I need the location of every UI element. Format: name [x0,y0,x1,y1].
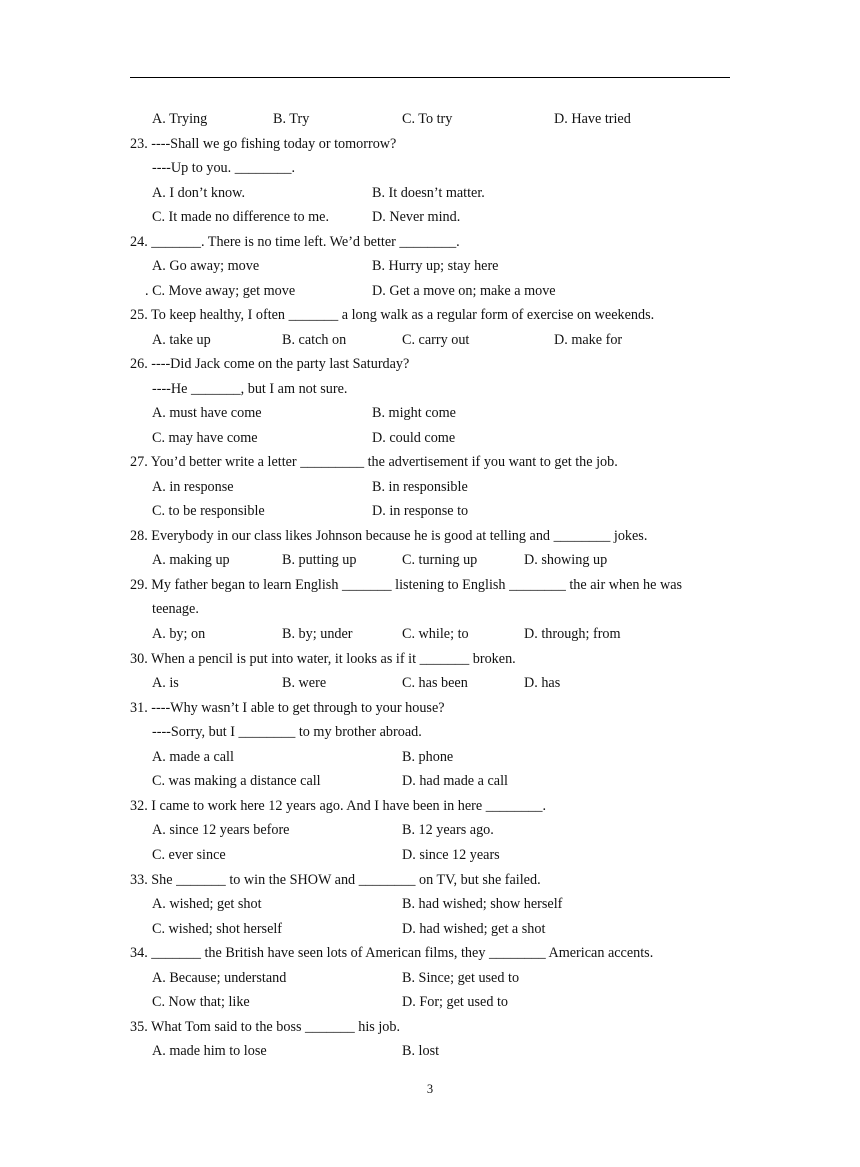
option-text: C. To try [402,111,453,127]
option-text: C. It made no difference to me. [152,209,330,225]
option-text: C. carry out [402,332,470,348]
option-text: A. Trying [152,111,208,127]
question-stem: 24. _______. There is no time left. We’d better ________. [130,234,460,250]
question-stem: 32. I came to work here 12 years ago. And I have been in here ________. [130,798,547,814]
option-text: D. Have tried [554,111,631,127]
option-text: C. turning up [402,552,478,568]
option-text: B. putting up [282,552,357,568]
option-text: D. through; from [524,626,621,642]
option-text: C. has been [402,675,468,691]
question-stem: 35. What Tom said to the boss _______ his job. [130,1019,401,1035]
option-text: B. It doesn’t matter. [372,185,485,201]
option-text: A. is [152,675,179,691]
option-text: A. by; on [152,626,206,642]
option-text: D. has [524,675,561,691]
option-text: C. Now that; like [152,994,250,1010]
option-text: A. take up [152,332,211,348]
option-text: D. Never mind. [372,209,461,225]
option-text: B. by; under [282,626,353,642]
option-text: B. 12 years ago. [402,822,494,838]
option-text: A. made him to lose [152,1043,267,1059]
option-text: D. Get a move on; make a move [372,283,556,299]
option-text: C. ever since [152,847,226,863]
option-text: B. catch on [282,332,347,348]
option-text: A. made a call [152,749,234,765]
page-number: 3 [426,1082,434,1096]
option-text: D. could come [372,430,456,446]
option-text: C. wished; shot herself [152,921,283,937]
option-text: D. had wished; get a shot [402,921,546,937]
option-text: D. had made a call [402,773,508,789]
question-stem: 23. ----Shall we go fishing today or tomorrow? [130,136,397,152]
question-stem: 30. When a pencil is put into water, it looks as if it _______ broken. [130,651,516,667]
option-text: C. to be responsible [152,503,265,519]
question-stem: ----Up to you. ________. [152,160,296,176]
option-text: C. may have come [152,430,258,446]
question-stem: 34. _______ the British have seen lots of American films, they ________ American accents. [130,945,654,961]
option-text: A. making up [152,552,230,568]
question-stem: teenage. [152,601,199,617]
question-stem: 33. She _______ to win the SHOW and ________ on TV, but she failed. [130,872,541,888]
question-stem: 31. ----Why wasn’t I able to get through to your house? [130,700,445,716]
option-text: D. since 12 years [402,847,500,863]
option-text: A. Because; understand [152,970,287,986]
option-text: C. while; to [402,626,469,642]
option-text: B. lost [402,1043,440,1059]
option-text: B. Try [273,111,310,127]
option-text: D. make for [554,332,623,348]
option-text: A. I don’t know. [152,185,246,201]
question-stem: 26. ----Did Jack come on the party last Saturday? [130,356,410,372]
question-stem: 27. You’d better write a letter _________ the advertisement if you want to get the job. [130,454,618,470]
option-text: A. wished; get shot [152,896,262,912]
option-text: B. had wished; show herself [402,896,563,912]
option-text: B. were [282,675,327,691]
option-text: B. might come [372,405,456,421]
option-text: D. For; get used to [402,994,509,1010]
header-rule [130,77,730,78]
option-text: B. phone [402,749,454,765]
option-text: D. in response to [372,503,469,519]
question-stem: 29. My father began to learn English _______ listening to English ________ the air when he was [130,577,683,593]
option-text: A. since 12 years before [152,822,290,838]
option-text: B. in responsible [372,479,468,495]
option-text: B. Hurry up; stay here [372,258,499,274]
option-text: . C. Move away; get move [145,283,296,299]
question-stem: 25. To keep healthy, I often _______ a long walk as a regular form of exercise on weekends. [130,307,655,323]
option-text: D. showing up [524,552,608,568]
question-stem: ----He _______, but I am not sure. [152,381,348,397]
option-text: A. Go away; move [152,258,260,274]
question-stem: ----Sorry, but I ________ to my brother abroad. [152,724,422,740]
option-text: B. Since; get used to [402,970,520,986]
option-text: A. in response [152,479,234,495]
option-text: A. must have come [152,405,262,421]
question-stem: 28. Everybody in our class likes Johnson because he is good at telling and ________ jokes. [130,528,648,544]
option-text: C. was making a distance call [152,773,321,789]
